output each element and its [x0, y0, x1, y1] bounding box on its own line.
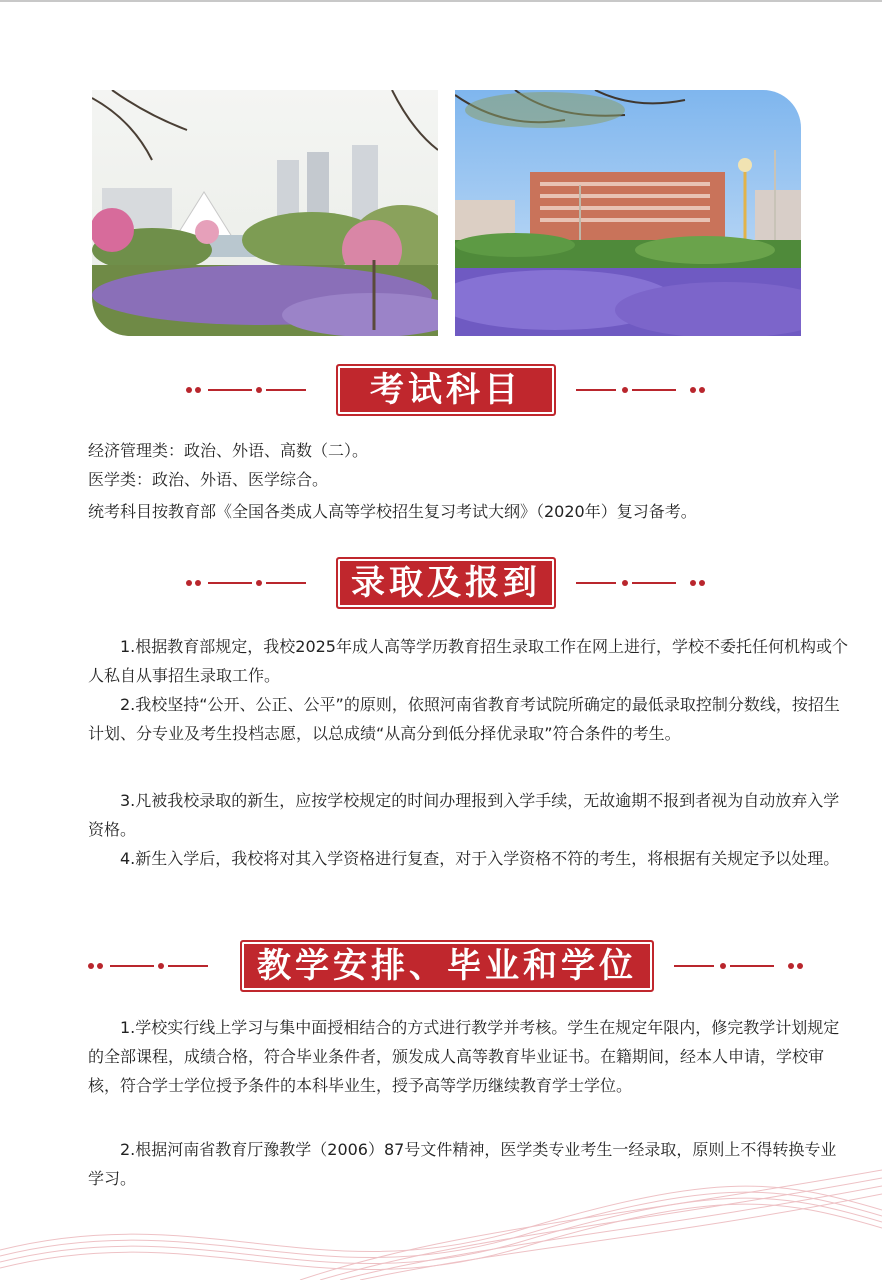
- paragraph: 1.根据教育部规定，我校2025年成人高等学历教育招生录取工作在网上进行，学校不委托任何机构或个人私自从事招生录取工作。: [88, 637, 848, 685]
- section-title: 教学安排、毕业和学位: [240, 940, 654, 992]
- section-title: 考试科目: [336, 364, 556, 416]
- campus-photo-right: [455, 90, 801, 336]
- paragraph: 4.新生入学后，我校将对其入学资格进行复查，对于入学资格不符的考生，将根据有关规定予以处理。: [120, 849, 840, 868]
- paragraph: 3.凡被我校录取的新生，应按学校规定的时间办理报到入学手续，无故逾期不报到者视为自动放弃入学资格。: [88, 791, 840, 839]
- section-header-exam-subjects: [0, 364, 882, 416]
- header-ornament-left: [186, 364, 316, 416]
- paragraph: 1.学校实行线上学习与集中面授相结合的方式进行教学并考核。学生在规定年限内，修完教学计划规定的全部课程，成绩合格，符合毕业条件者，颁发成人高等教育毕业证书。在籍期间，经本人申请，学校审核，符合学士学位授予条件的本科毕业生，授予高等学历继续教育学士学位。: [88, 1018, 840, 1095]
- top-border: [0, 0, 882, 2]
- paragraph: 经济管理类：政治、外语、高数（二）。: [88, 441, 369, 460]
- header-ornament-left: [88, 940, 218, 992]
- paragraph: 统考科目按教育部《全国各类成人高等学校招生复习考试大纲》（2020年）复习备考。: [88, 502, 697, 521]
- decorative-waves: [0, 1140, 882, 1280]
- header-ornament-left: [186, 557, 316, 609]
- header-ornament-right: [576, 557, 710, 609]
- header-ornament-right: [576, 364, 710, 416]
- header-ornament-right: [674, 940, 808, 992]
- section-header-admission: [0, 557, 882, 609]
- paragraph: 2.根据河南省教育厅豫教学（2006）87号文件精神，医学类专业考生一经录取，原则上不得转换专业学习。: [88, 1140, 837, 1188]
- paragraph: 2.我校坚持“公开、公正、公平”的原则，依照河南省教育考试院所确定的最低录取控制分数线，按招生计划、分专业及考生投档志愿，以总成绩“从高分到低分择优录取”符合条件的考生。: [88, 695, 840, 743]
- section-title: 录取及报到: [336, 557, 556, 609]
- campus-photo-left: [92, 90, 438, 336]
- section-header-teaching: [0, 940, 882, 992]
- paragraph: 医学类：政治、外语、医学综合。: [88, 470, 329, 489]
